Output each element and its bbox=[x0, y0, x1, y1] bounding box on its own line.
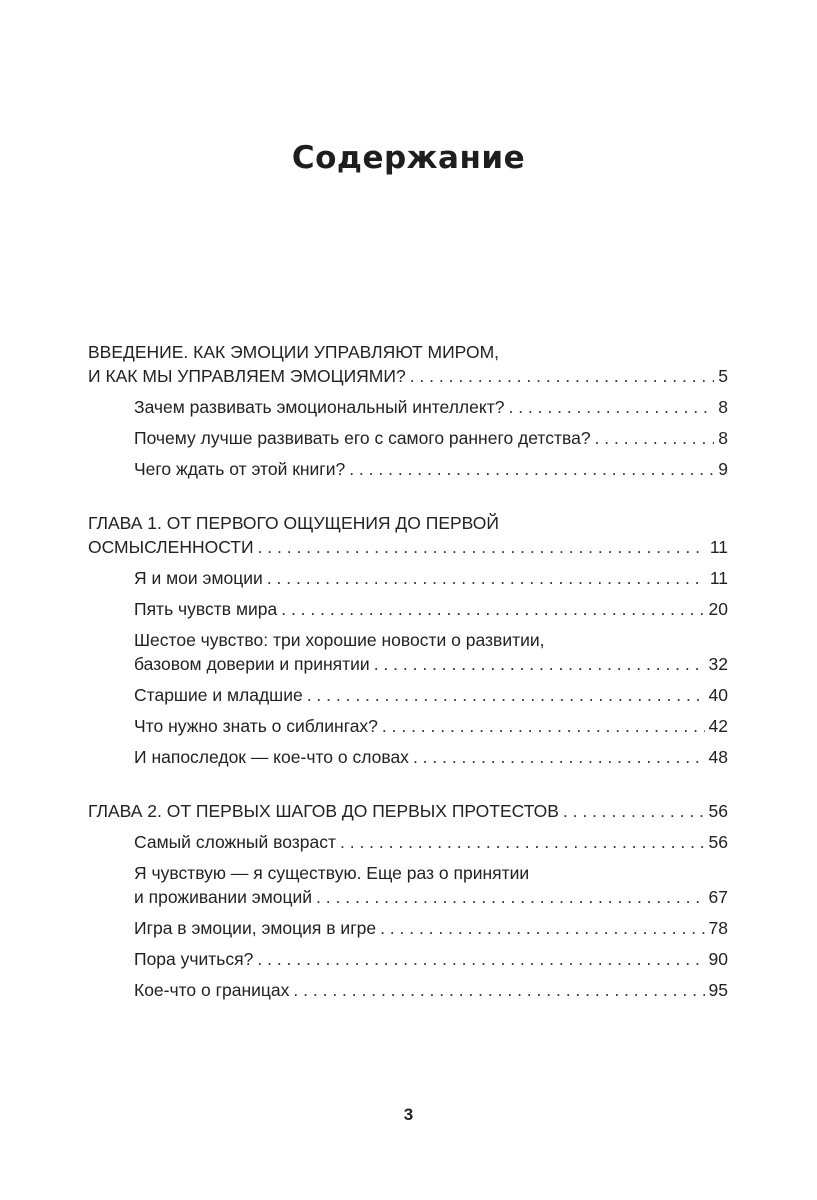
toc-subentry[interactable] bbox=[134, 916, 728, 940]
page-number: 42 bbox=[708, 716, 728, 736]
toc-subentry-title: Чего ждать от этой книги? bbox=[134, 459, 346, 479]
page-number: 5 bbox=[718, 366, 728, 386]
page-number: 9 bbox=[718, 459, 728, 479]
section-spacer bbox=[88, 481, 728, 511]
toc-subentry-title: и проживании эмоций bbox=[134, 887, 313, 907]
toc-subentry[interactable] bbox=[134, 683, 728, 707]
leader-dots bbox=[267, 566, 706, 590]
toc-subentry-title: Что нужно знать о сиблингах? bbox=[134, 716, 378, 736]
page-number: 90 bbox=[708, 949, 728, 969]
toc-entry-title-line1: ВВЕДЕНИЕ. КАК ЭМОЦИИ УПРАВЛЯЮТ МИРОМ, bbox=[88, 342, 500, 362]
toc-entry-title-line2: ОСМЫСЛЕННОСТИ bbox=[88, 537, 254, 557]
toc-subentry[interactable] bbox=[134, 566, 728, 590]
leader-dots bbox=[374, 652, 705, 676]
toc-subentry-title: Старшие и младшие bbox=[134, 685, 303, 705]
page-number: 48 bbox=[708, 747, 728, 767]
page-number: 11 bbox=[709, 568, 728, 588]
toc-subentry-title: Зачем развивать эмоциональный интеллект? bbox=[134, 397, 505, 417]
toc-subentry-title: Игра в эмоции, эмоция в игре bbox=[134, 918, 377, 938]
page-number: 67 bbox=[708, 887, 728, 907]
page-number: 40 bbox=[708, 685, 728, 705]
toc-entry-title: ГЛАВА 2. ОТ ПЕРВЫХ ШАГОВ ДО ПЕРВЫХ ПРОТЕСТОВ bbox=[88, 801, 559, 821]
toc-subentry[interactable] bbox=[134, 861, 728, 909]
section-spacer bbox=[88, 769, 728, 799]
leader-dots bbox=[410, 364, 715, 388]
toc-entry-chapter-2[interactable] bbox=[88, 799, 728, 823]
leader-dots bbox=[293, 978, 704, 1002]
toc-subentry-title: Почему лучше развивать его с самого раннего детства? bbox=[134, 428, 591, 448]
page-number: 8 bbox=[718, 428, 728, 448]
toc-subentry[interactable] bbox=[134, 597, 728, 621]
toc-subentry-title: И напоследок — кое-что о словах bbox=[134, 747, 409, 767]
toc-subentry-title-line1: Шестое чувство: три хорошие новости о развитии, bbox=[134, 630, 545, 650]
leader-dots bbox=[258, 535, 706, 559]
leader-dots bbox=[380, 916, 704, 940]
toc-subentry-title-line1: Я чувствую — я существую. Еще раз о принятии bbox=[134, 863, 530, 883]
toc-subentry[interactable] bbox=[134, 947, 728, 971]
leader-dots bbox=[281, 597, 704, 621]
toc-subentry[interactable] bbox=[134, 426, 728, 450]
page-folio: 3 bbox=[403, 1105, 414, 1124]
leader-dots bbox=[413, 745, 705, 769]
toc-subentry-title: Я и мои эмоции bbox=[134, 568, 263, 588]
leader-dots bbox=[257, 947, 704, 971]
leader-dots bbox=[349, 457, 714, 481]
leader-dots bbox=[508, 395, 714, 419]
leader-dots bbox=[340, 830, 705, 854]
table-of-contents bbox=[88, 340, 728, 1002]
toc-entry-introduction[interactable] bbox=[88, 340, 728, 388]
toc-subentry-title: базовом доверии и принятии bbox=[134, 654, 370, 674]
toc-subentry-title: Самый сложный возраст bbox=[134, 832, 336, 852]
toc-subentry[interactable] bbox=[134, 395, 728, 419]
page-number: 32 bbox=[708, 654, 728, 674]
toc-entry-title-line1: ГЛАВА 1. ОТ ПЕРВОГО ОЩУЩЕНИЯ ДО ПЕРВОЙ bbox=[88, 513, 499, 533]
page-number: 78 bbox=[708, 918, 728, 938]
page-number: 95 bbox=[708, 980, 728, 1000]
leader-dots bbox=[316, 885, 704, 909]
toc-subentry[interactable] bbox=[134, 745, 728, 769]
toc-subentry[interactable] bbox=[134, 978, 728, 1002]
page-number: 56 bbox=[708, 801, 728, 821]
toc-entry-title-line2: И КАК МЫ УПРАВЛЯЕМ ЭМОЦИЯМИ? bbox=[88, 366, 406, 386]
toc-subentry-title: Кое-что о границах bbox=[134, 980, 290, 1000]
toc-subentry[interactable] bbox=[134, 714, 728, 738]
page-number: 11 bbox=[709, 537, 728, 557]
leader-dots bbox=[563, 799, 705, 823]
toc-subentry[interactable] bbox=[134, 628, 728, 676]
page-number: 20 bbox=[708, 599, 728, 619]
toc-subentry-title: Пять чувств мира bbox=[134, 599, 278, 619]
toc-subentry-title: Пора учиться? bbox=[134, 949, 254, 969]
page-title: Содержание bbox=[291, 140, 526, 176]
toc-subentry[interactable] bbox=[134, 457, 728, 481]
page-number: 8 bbox=[718, 397, 728, 417]
leader-dots bbox=[382, 714, 705, 738]
toc-subentry[interactable] bbox=[134, 830, 728, 854]
leader-dots bbox=[595, 426, 715, 450]
toc-entry-chapter-1[interactable] bbox=[88, 511, 728, 559]
page-number: 56 bbox=[708, 832, 728, 852]
leader-dots bbox=[307, 683, 705, 707]
